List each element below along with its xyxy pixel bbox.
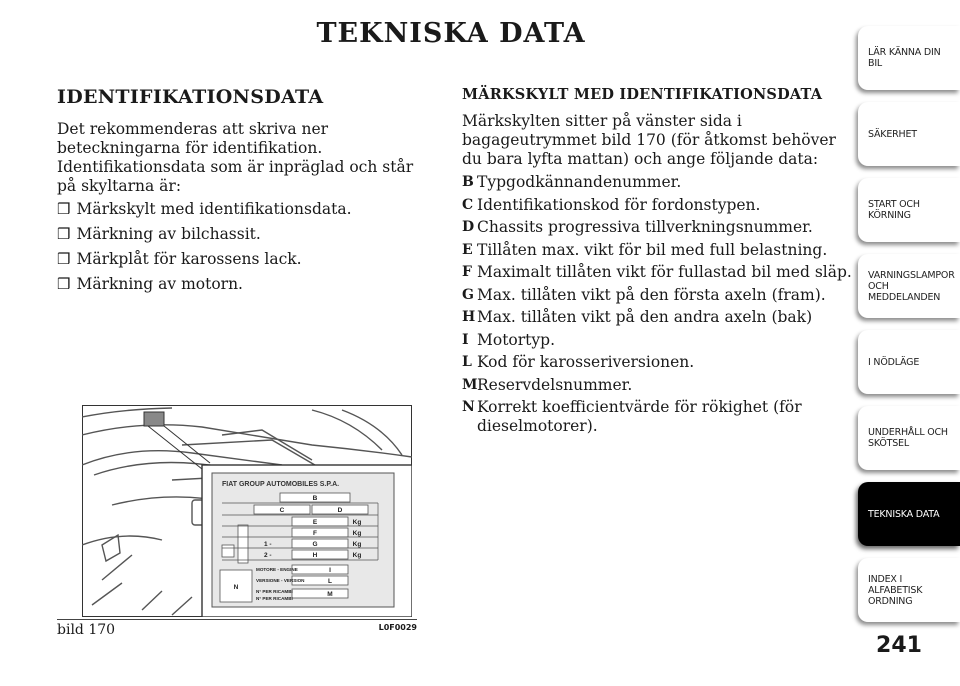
left-column [57,86,437,300]
tab-tekniska-data[interactable]: TEKNISKA DATA [858,482,960,546]
list-item: B Typgodkännandenummer. [462,173,682,191]
tab-lar-kanna-din-bil[interactable]: LÄR KÄNNA DIN BIL [858,26,960,90]
plate-unit-kg: Kg [352,541,362,548]
plate-field-f: F [313,530,317,537]
list-item: L Kod för karosseriversionen. [462,353,695,371]
plate-data-list [462,173,852,436]
plate-field-l: L [328,578,332,585]
list-item: E Tillåten max. vikt för bil med full belastning. [462,240,828,259]
plate-location-marker [144,412,164,426]
list-item: ❒ Märkplåt för karossens lack. [57,250,302,268]
list-item: ❒ Märkning av bilchassit. [57,225,261,243]
figure-170 [82,405,412,617]
right-column [462,86,852,440]
plate-label-spares-2: N° PER RICAMBI [256,596,293,601]
plate-label-spares-1: N° PER RICAMBI [256,589,293,594]
figure-caption [57,619,417,638]
checkbox-bullet-icon: ❒ [57,225,71,243]
identification-intro: Det rekommenderas att skriva ner beteckningarna för identifikation. Identifikationsdata som är inpräglad och står på skyltarna är: [57,120,414,195]
checkbox-bullet-icon: ❒ [57,250,71,268]
plate-field-m: M [327,591,333,598]
tab-index[interactable]: INDEX I ALFABETISK ORDNING [858,558,960,622]
tab-sakerhet[interactable]: SÄKERHET [858,102,960,166]
checkbox-bullet-icon: ❒ [57,275,71,293]
list-item: ❒ Märkskylt med identifikationsdata. [57,200,352,218]
plate-field-g: G [312,541,318,548]
plate-header: FIAT GROUP AUTOMOBILES S.P.A. [222,481,340,488]
plate-unit-kg: Kg [352,519,362,526]
page-number: 241 [876,633,922,658]
plate-unit-kg: Kg [352,552,362,559]
tab-underhall-och-skotsel[interactable]: UNDERHÅLL OCH SKÖTSEL [858,406,960,470]
plate-label-version: VERSIONE - VERSION [256,578,305,583]
section-heading-plate: MÄRKSKYLT MED IDENTIFIKATIONSDATA [462,86,823,103]
tab-i-nodlage[interactable]: I NÖDLÄGE [858,330,960,394]
page-title: TEKNISKA DATA [316,18,586,49]
list-item: D Chassits progressiva tillverkningsnummer. [462,218,813,236]
list-item: N Korrekt koefficientvärde för rökighet (för dieselmotorer). [462,398,802,435]
plate-field-d: D [337,507,343,514]
section-heading-identification: IDENTIFIKATIONSDATA [57,86,324,108]
list-item: C Identifikationskod för fordonstypen. [462,195,761,214]
list-item: H Max. tillåten vikt på den andra axeln (bak) [462,308,813,326]
plate-intro: Märkskylten sitter på vänster sida i bagageutrymmet bild 170 (för åtkomst behöver du bara lyfta mattan) och ange följande data: [462,112,836,168]
list-item: F Maximalt tillåten vikt för fullastad bil med släp. [462,263,852,281]
trunk-plate-illustration [82,405,412,617]
plate-unit-kg: Kg [352,530,362,537]
plate-axle-2: 2 - [264,552,272,559]
tab-start-och-korning[interactable]: START OCH KÖRNING [858,178,960,242]
plate-field-c: C [279,507,285,514]
chapter-tabs [858,26,960,634]
plate-field-b: B [312,495,318,502]
plate-field-i: I [329,567,331,574]
plate-field-n: N [233,584,239,591]
tab-varningslampor[interactable]: VARNINGSLAMPOR OCH MEDDELANDEN [858,254,960,318]
plate-field-e: E [312,519,318,526]
figure-code: L0F0029 [378,623,417,632]
plate-field-h: H [312,552,318,559]
list-item: G Max. tillåten vikt på den första axeln (fram). [462,285,826,304]
list-item: M Reservdelsnummer. [462,375,633,394]
checkbox-bullet-icon: ❒ [57,200,71,218]
list-item: I Motortyp. [462,330,556,349]
plate-axle-1: 1 - [264,541,272,548]
identification-list [57,200,437,294]
list-item: ❒ Märkning av motorn. [57,275,243,293]
figure-caption-text: bild 170 [57,622,116,638]
plate-label-engine: MOTORE - ENGINE [256,567,298,572]
